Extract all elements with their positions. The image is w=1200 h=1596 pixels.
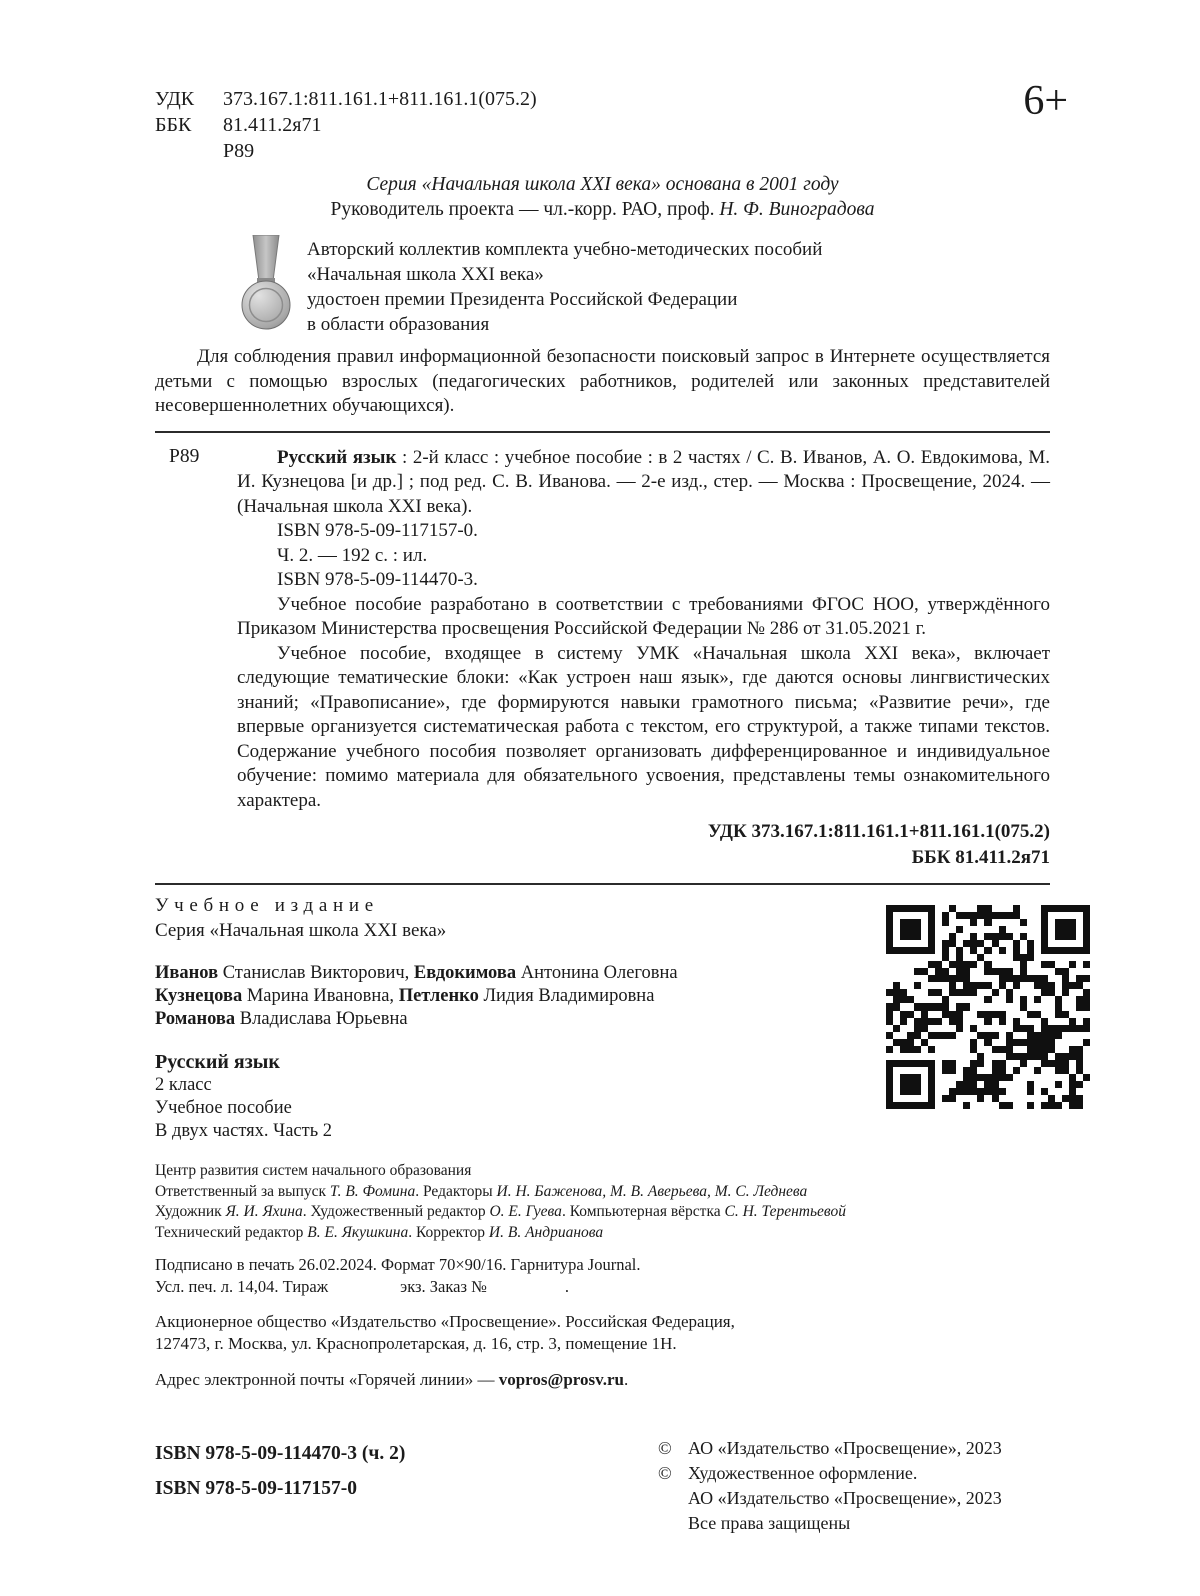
author-sign-line (155, 138, 1050, 164)
classification-codes (155, 86, 1050, 164)
biblio-isbn-full: ISBN 978-5-09-117157-0. (277, 520, 478, 541)
bbk-line (155, 112, 1050, 138)
udk-value: 373.167.1:811.161.1+811.161.1(075.2) (223, 88, 537, 110)
project-leader-line (155, 199, 1050, 221)
staff-center-line: Центр развития систем начального образования (155, 1162, 472, 1179)
author-name: Лидия Владимировна (478, 986, 655, 1006)
isbn-part-line: ISBN 978-5-09-114470-3 (ч. 2) (155, 1443, 406, 1464)
author-surname: Петленко (398, 986, 479, 1006)
award-line-2: «Начальная школа XXI века» (307, 264, 544, 285)
staff-block (155, 1161, 1050, 1243)
udk-bold: УДК 373.167.1:811.161.1+811.161.1(075.2) (707, 821, 1050, 842)
copyright-line-2 (658, 1461, 1050, 1486)
award-line-3: удостоен премии Президента Российской Федерации (307, 289, 738, 310)
biblio-author-sign: Р89 (169, 445, 200, 467)
copyright-symbol: © (658, 1463, 672, 1483)
hotline-email-line (155, 1370, 1050, 1390)
hotline-email: vopros@prosv.ru (498, 1370, 624, 1389)
award-line-1: Авторский коллектив комплекта учебно-методических пособий (307, 239, 823, 260)
edition-series: Серия «Начальная школа XXI века» (155, 920, 447, 941)
staff-person: С. Н. Терентьевой (724, 1203, 846, 1220)
bbk-label: ББК (155, 114, 192, 136)
staff-person: Т. В. Фомина (329, 1182, 416, 1200)
copyright-text: Художественное оформление. (688, 1463, 918, 1483)
leader-name: Н. Ф. Виноградова (719, 199, 875, 220)
staff-role: Технический редактор (155, 1223, 308, 1241)
classification-codes-bold (155, 819, 1050, 871)
staff-person: В. Е. Якушкина (307, 1223, 409, 1241)
staff-person: Я. И. Яхина (225, 1203, 303, 1220)
staff-person: И. Н. Баженова, М. В. Аверьева, М. С. Леднева (496, 1182, 808, 1200)
author-surname: Евдокимова (413, 963, 517, 983)
book-parts: В двух частях. Часть 2 (155, 1121, 333, 1141)
medal-icon (241, 235, 291, 337)
publisher-line-1: Акционерное общество «Издательство «Просвещение». Российская Федерация, (155, 1312, 735, 1331)
copyright-line-3 (658, 1486, 1050, 1511)
biblio-description (237, 446, 1050, 520)
award-line-4: в области образования (307, 314, 490, 335)
isbn-full-line: ISBN 978-5-09-117157-0 (155, 1478, 358, 1499)
copyright-text: АО «Издательство «Просвещение», 2023 (688, 1438, 1002, 1458)
biblio-isbn-part: ISBN 978-5-09-114470-3. (277, 569, 478, 590)
order-dot: . (564, 1277, 569, 1296)
print-line-2 (155, 1276, 1050, 1298)
copyright-line-1 (658, 1436, 1050, 1461)
biblio-description-text: : 2-й класс : учебное пособие : в 2 частях / С. В. Иванов, А. О. Евдокимова, М. И. Кузнецова [и др.] ; под ред. С. В. Иванова. — 2-е изд., стер. — Москва : Просвещение, 2024. — (Начальная школа XXI века). (237, 446, 1050, 517)
staff-role: . Корректор (408, 1223, 489, 1241)
bbk-value: 81.411.2я71 (223, 114, 322, 136)
biblio-fgos-paragraph: Учебное пособие разработано в соответствии с требованиями ФГОС НОО, утверждённого Приказом Министерства просвещения Российской Федерации № 286 от 31.05.2021 г. (237, 593, 1050, 639)
author-name: Станислав Викторович, (218, 963, 414, 983)
edition-heading: Учебное издание (155, 895, 379, 916)
safety-note: Для соблюдения правил информационной безопасности поисковый запрос в Интернете осуществляется детьми с помощью взрослых (педагогических работников, родителей или законных представителей несовершеннолетних обучающихся). (155, 346, 1050, 416)
award-note (155, 235, 1050, 337)
copyright-text: АО «Издательство «Просвещение», 2023 (688, 1488, 1002, 1508)
copyright-text: Все права защищены (688, 1513, 851, 1533)
copyright-symbol: © (658, 1438, 672, 1458)
staff-person: И. В. Андрианова (488, 1223, 604, 1241)
author-surname: Иванов (155, 963, 219, 983)
copyright-line-4 (658, 1511, 1050, 1536)
biblio-part-info: Ч. 2. — 192 с. : ил. (277, 544, 428, 566)
isbn-block (155, 1436, 405, 1536)
print-line-1: Подписано в печать 26.02.2024. Формат 70×90/16. Гарнитура Journal. (155, 1255, 641, 1274)
order-label: экз. Заказ № (400, 1277, 487, 1296)
bbk-bold: ББК 81.411.2я71 (911, 847, 1050, 868)
author-surname: Кузнецова (155, 986, 243, 1006)
author-name: Марина Ивановна, (242, 986, 399, 1006)
publisher-info (155, 1311, 1050, 1355)
staff-role: Ответственный за выпуск (155, 1182, 330, 1200)
series-founded-line: Серия «Начальная школа XXI века» основана в 2001 году (366, 174, 839, 195)
staff-role: . Художественный редактор (302, 1203, 490, 1220)
staff-role: . Компьютерная вёрстка (561, 1203, 725, 1220)
top-section (155, 78, 1068, 164)
staff-line-3 (155, 1223, 1050, 1244)
biblio-title: Русский язык (277, 446, 397, 468)
staff-person: О. Е. Гуева (489, 1203, 562, 1220)
publisher-line-2: 127473, г. Москва, ул. Краснопролетарская, д. 16, стр. 3, помещение 1Н. (155, 1334, 677, 1353)
divider-top (155, 431, 1050, 433)
age-rating-badge: 6+ (1023, 78, 1068, 124)
author-sign: Р89 (223, 140, 255, 162)
leader-prefix: Руководитель проекта — чл.-корр. РАО, проф. (330, 199, 720, 220)
bibliographic-entry (155, 446, 1050, 814)
book-kind: Учебное пособие (155, 1098, 292, 1118)
edition-section (155, 895, 1050, 1390)
biblio-body (237, 446, 1050, 814)
book-title: Русский язык (155, 1051, 280, 1073)
print-info (155, 1254, 1050, 1298)
udk-line (155, 86, 1050, 112)
divider-bottom (155, 883, 1050, 885)
udk-label: УДК (155, 88, 195, 110)
book-grade: 2 класс (155, 1075, 212, 1095)
staff-line-2 (155, 1202, 1050, 1223)
award-text (307, 235, 822, 337)
hotline-prefix: Адрес электронной почты «Горячей линии» — (155, 1370, 499, 1389)
hotline-suffix: . (623, 1370, 629, 1389)
author-name: Владислава Юрьевна (235, 1009, 408, 1029)
staff-role: . Редакторы (415, 1182, 497, 1200)
author-name: Антонина Олеговна (516, 963, 678, 983)
footer (155, 1436, 1050, 1536)
print-run-label: Усл. печ. л. 14,04. Тираж (155, 1277, 329, 1296)
copyright-block (658, 1436, 1050, 1536)
staff-role: Художник (155, 1203, 226, 1220)
qr-code (878, 897, 1098, 1117)
staff-line-1 (155, 1182, 1050, 1203)
biblio-umk-paragraph: Учебное пособие, входящее в систему УМК «Начальная школа XXI века», включает следующие тематические блоки: «Как устроен наш язык», где даются основы лингвистических знаний; «Правописание», где формируются навыки грамотного письма; «Развитие речи», где впервые организуется систематическая работа с текстом, его структурой, а также типами текстов. Содержание учебного пособия позволяет организовать дифференцированное и индивидуальное обучение: помимо материала для обязательного усвоения, представлены темы ознакомительного характера. (237, 642, 1050, 811)
author-surname: Романова (155, 1009, 236, 1029)
